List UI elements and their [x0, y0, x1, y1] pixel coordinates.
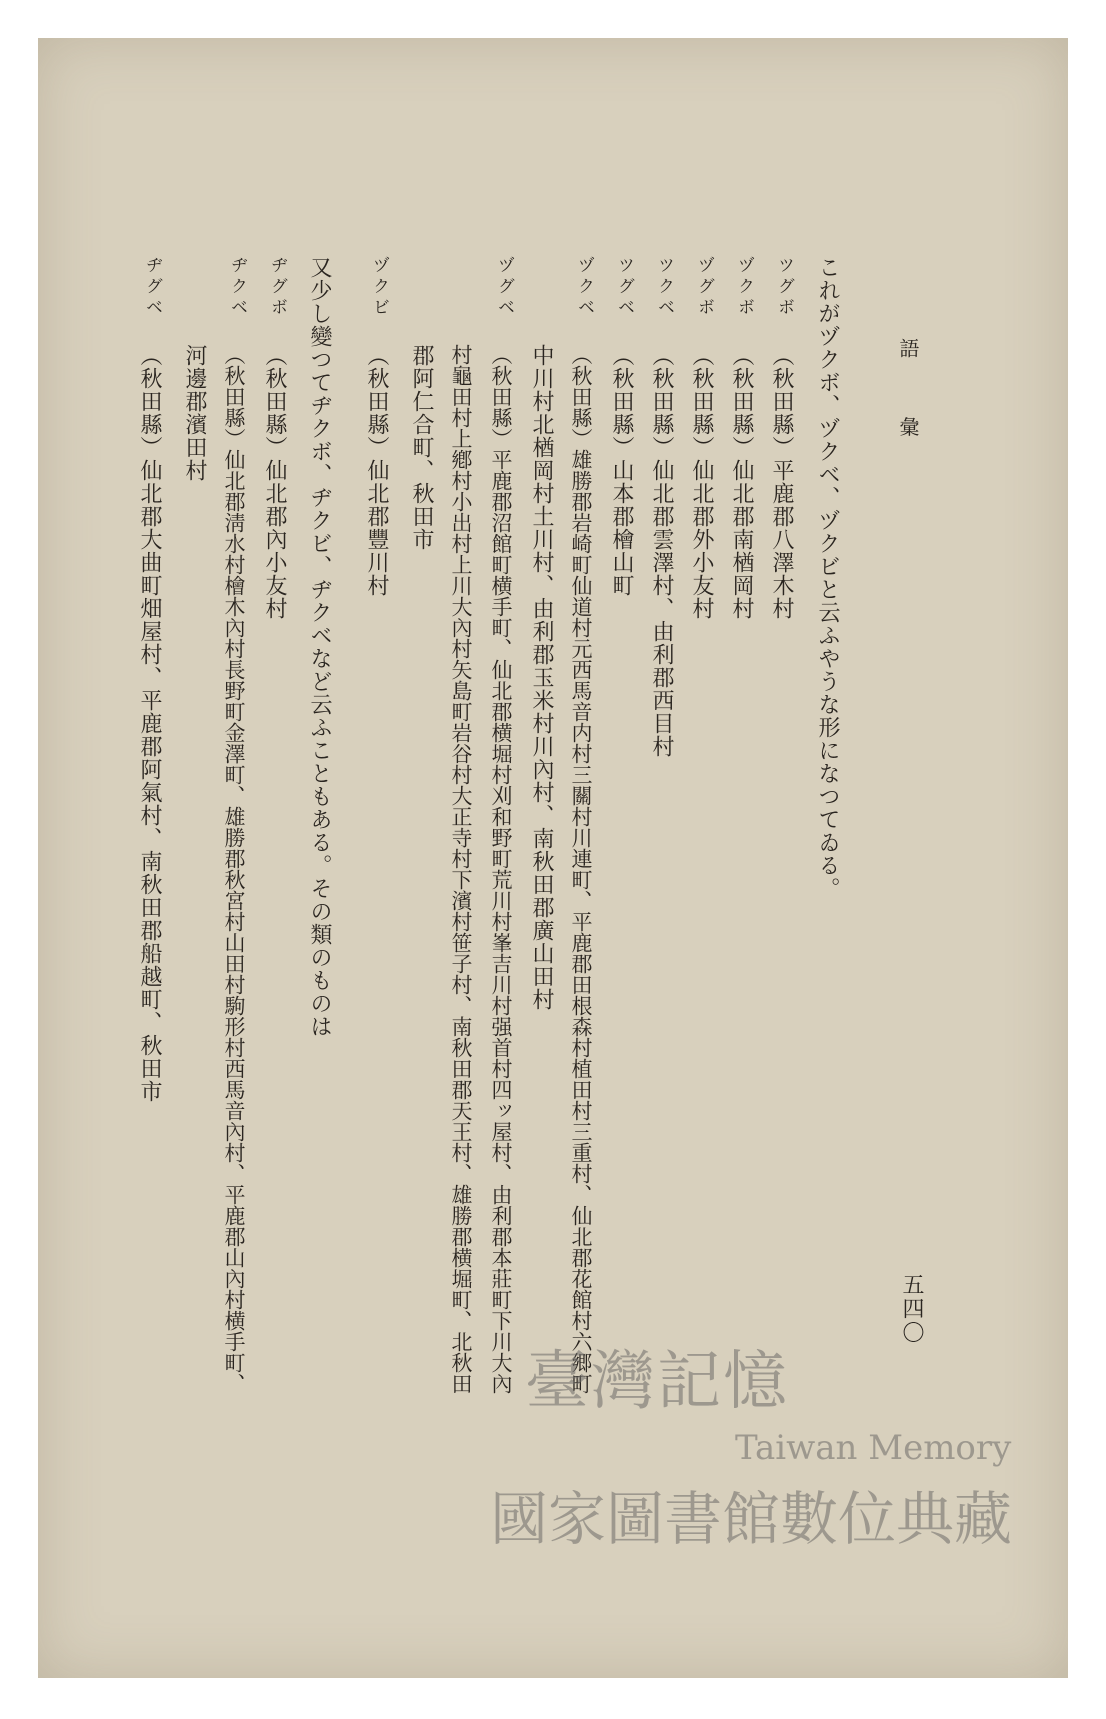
entry-text: （秋田縣）仙北郡豐川村 — [364, 344, 389, 597]
entry-term: ヂグベ — [142, 256, 162, 319]
entry-text: （秋田縣）仙北郡雲澤村、由利郡西目村 — [649, 344, 674, 758]
entry-term: ヅグベ — [494, 256, 514, 319]
entry-term: ヅクビ — [369, 256, 389, 319]
entry-text: （秋田縣）仙北郡南楢岡村 — [729, 344, 754, 620]
entry-text: （秋田縣）仙北郡淸水村檜木內村長野町金澤町、雄勝郡秋宮村山田村駒形村西馬音內村、平鹿郡山內村横手町、 — [222, 344, 246, 1394]
entry-text: （秋田縣）仙北郡外小友村 — [689, 344, 714, 620]
entry-term: ヅグボ — [694, 256, 714, 319]
entry-text: 中川村北楢岡村土川村、由利郡玉米村川內村、南秋田郡廣山田村 — [529, 344, 554, 1011]
entry-term: ヅクベ — [574, 256, 594, 319]
entry-text: （秋田縣）仙北郡內小友村 — [262, 344, 287, 620]
page-number: 五四〇 — [899, 1273, 924, 1345]
entry-text: （秋田縣）平鹿郡沼館町横手町、仙北郡横堀村刈和野町荒川村峯吉川村强首村四ッ屋村、由利郡本莊町下川大內 — [489, 344, 513, 1394]
intro-text: これがヅクボ、ヅクベ、ヅクビと云ふやうな形になつてゐる。 — [815, 256, 840, 900]
entry-term: ヅクボ — [734, 256, 754, 319]
entry-text: （秋田縣）雄勝郡岩崎町仙道村元西馬音内村三關村川連町、平鹿郡田根森村植田村三重村、仙北郡花館村六郷町 — [569, 344, 593, 1394]
watermark-library: 國家圖書館數位典藏 — [490, 1485, 1013, 1553]
entry-term: ヂグボ — [267, 256, 287, 319]
entry-term: ツクベ — [654, 256, 674, 319]
entry-text: 郡阿仁合町、秋田市 — [409, 344, 434, 551]
entry-term: ヂクベ — [227, 256, 247, 319]
entry-text: 村龜田村上鄕村小出村上川大內村矢島町岩谷村大正寺村下濱村笹子村、南秋田郡天王村、雄勝郡横堀町、北秋田 — [449, 344, 473, 1394]
header-title: 語 彙 — [896, 338, 920, 463]
entry-text: （秋田縣）山本郡檜山町 — [609, 344, 634, 597]
watermark-title: 臺灣記憶 — [525, 1345, 789, 1419]
entry-text: （秋田縣）仙北郡大曲町畑屋村、平鹿郡阿氣村、南秋田郡船越町、秋田市 — [137, 344, 162, 1103]
watermark-subtitle: Taiwan Memory — [735, 1428, 1012, 1468]
entry-text: （秋田縣）平鹿郡八澤木村 — [769, 344, 794, 620]
entry-text: 河邊郡濱田村 — [182, 344, 207, 482]
transition-text: 又少し變つてヂクボ、ヂクビ、ヂクベなど云ふこともある。その類のものは — [307, 256, 332, 1038]
entry-term: ツグボ — [774, 256, 794, 319]
entry-term: ツグベ — [614, 256, 634, 319]
